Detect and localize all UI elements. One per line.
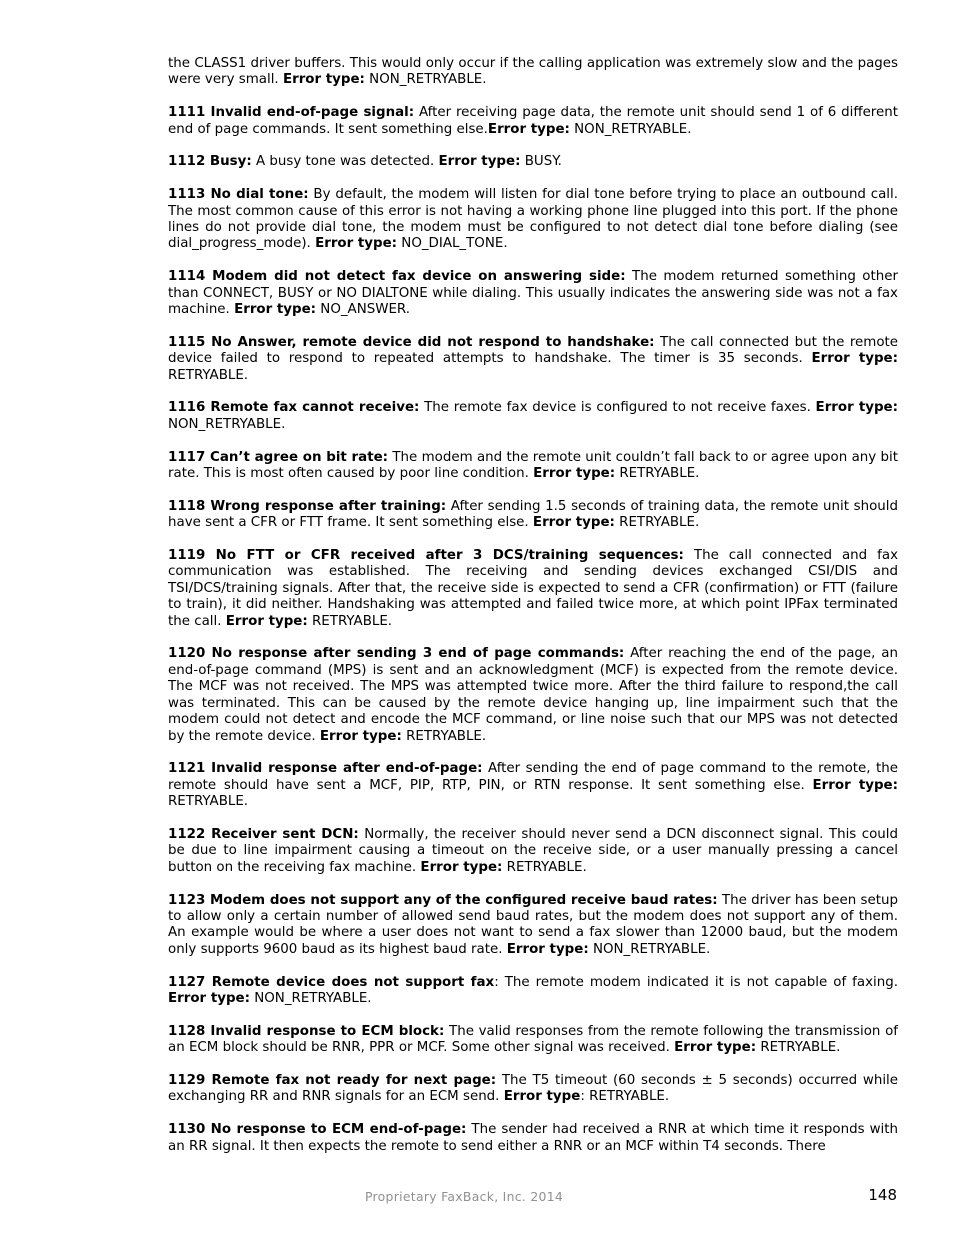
error-code-title: 1118 Wrong response after training: — [168, 498, 447, 514]
error-type-label: Error type: — [674, 1040, 757, 1056]
error-code-paragraph — [168, 1024, 898, 1057]
error-description: The sender had received a RNR at which time it responds with an RR signal. It then expects the remote to send either a RNR or an MCF within T4 seconds. There — [168, 1122, 898, 1154]
error-type-value: BUSY. — [520, 154, 562, 170]
error-code-title: 1121 Invalid response after end-of-page: — [168, 761, 483, 777]
error-description: The remote fax device is configured to not receive faxes. — [419, 400, 816, 416]
error-type-value: RETRYABLE. — [168, 367, 249, 383]
error-code-paragraph — [168, 56, 898, 89]
error-type-label: Error type: — [282, 72, 365, 88]
error-description: Normally, the receiver should never send a DCN disconnect signal. This could be due to line impairment causing a timeout on the receive side, or a user manually pressing a cancel button on the receiving fax machine. — [168, 826, 898, 875]
error-type-label: Error type: — [225, 613, 308, 629]
error-code-title: 1129 Remote fax not ready for next page: — [168, 1072, 497, 1088]
error-type-label: Error type: — [812, 777, 898, 793]
error-description: The driver has been setup to allow only a certain number of allowed send baud rates, but the modem does not support any of them. An example would be where a user does not want to send a fax slower than 12000 baud, but the modem only supports 9600 baud as its highest baud rate. — [168, 892, 898, 957]
error-description: By default, the modem will listen for dial tone before trying to place an outbound call. The most common cause of this error is not having a working phone line plugged into this port. If the phone lines do not provide dial tone, the modem must be configured to not detect dial tone before dialing (see dial_progress_mode). — [168, 187, 898, 252]
error-description: the CLASS1 driver buffers. This would only occur if the calling application was extremely slow and the pages were very small. — [168, 56, 898, 88]
footer-copyright: Proprietary FaxBack, Inc. 2014 — [365, 1189, 564, 1204]
error-code-title: 1123 Modem does not support any of the configured receive baud rates: — [168, 892, 718, 908]
error-code-title: 1115 No Answer, remote device did not respond to handshake: — [168, 334, 655, 350]
error-type-value: NON_RETRYABLE. — [364, 72, 487, 88]
error-code-title: 1120 No response after sending 3 end of page commands: — [168, 646, 625, 662]
error-type-value: NON_RETRYABLE. — [168, 416, 286, 432]
error-code-paragraph — [168, 646, 898, 744]
error-code-paragraph — [168, 450, 898, 483]
error-type-value: NO_DIAL_TONE. — [397, 236, 508, 252]
error-code-paragraph — [168, 761, 898, 810]
error-code-title: 1114 Modem did not detect fax device on answering side: — [168, 269, 626, 285]
error-code-title: 1128 Invalid response to ECM block: — [168, 1023, 445, 1039]
error-code-paragraph — [168, 1073, 898, 1106]
error-code-title: 1122 Receiver sent DCN: — [168, 826, 359, 842]
error-code-paragraph — [168, 400, 898, 433]
error-description: The call connected but the remote device failed to respond to repeated attempts to handshake. The timer is 35 seconds. — [168, 334, 898, 367]
error-description: The call connected and fax communication was established. The receiving and sending devices exchanged CSI/DIS and TSI/DCS/training signals. After that, the receive side is expected to send a CFR (confirmation) or FTT (failure to train), it did neither. Handshaking was attempted and failed twice more, at which point IPFax terminated the call. — [168, 548, 898, 629]
error-description: After sending 1.5 seconds of training data, the remote unit should have sent a CFR or FTT frame. It sent something else. — [168, 498, 898, 531]
error-code-paragraph — [168, 548, 898, 630]
error-type-value: RETRYABLE. — [614, 515, 700, 531]
error-type-value: RETRYABLE. — [615, 466, 700, 482]
error-type-value: NON_RETRYABLE. — [249, 990, 372, 1006]
error-type-value: RETRYABLE. — [168, 794, 249, 810]
error-type-value: NO_ANSWER. — [316, 302, 411, 318]
error-code-paragraph — [168, 154, 898, 170]
error-code-paragraph — [168, 893, 898, 959]
error-type-value: RETRYABLE. — [756, 1040, 841, 1056]
error-code-title: 1127 Remote device does not support fax — [168, 974, 495, 990]
error-type-value: : RETRYABLE. — [580, 1089, 670, 1105]
error-code-title: 1112 Busy: — [168, 154, 252, 170]
document-body — [168, 56, 898, 1171]
error-description: The modem returned something other than CONNECT, BUSY or NO DIALTONE while dialing. This usually indicates the answering side was not a fax machine. — [168, 269, 898, 318]
error-type-value: RETRYABLE. — [502, 859, 587, 875]
error-code-paragraph — [168, 187, 898, 253]
error-description: A busy tone was detected. — [251, 154, 439, 170]
error-code-title: 1117 Can’t agree on bit rate: — [168, 449, 389, 465]
error-code-paragraph — [168, 1122, 898, 1155]
error-code-title: 1113 No dial tone: — [168, 187, 309, 203]
error-type-label: Error type: — [438, 154, 521, 170]
error-code-paragraph — [168, 105, 898, 138]
error-type-label: Error type: — [420, 859, 503, 875]
error-type-label: Error type: — [811, 351, 898, 367]
error-code-paragraph — [168, 269, 898, 318]
error-type-label: Error type — [503, 1089, 581, 1105]
error-type-label: Error type: — [234, 302, 317, 318]
error-code-title: 1130 No response to ECM end-of-page: — [168, 1122, 467, 1138]
error-code-paragraph — [168, 827, 898, 876]
error-code-title: 1111 Invalid end-of-page signal: — [168, 105, 415, 121]
error-code-paragraph — [168, 499, 898, 532]
error-code-title: 1116 Remote fax cannot receive: — [168, 400, 420, 416]
error-code-title: 1119 No FTT or CFR received after 3 DCS/training sequences: — [168, 548, 684, 564]
error-type-value: NON_RETRYABLE. — [569, 121, 692, 137]
error-code-paragraph — [168, 335, 898, 384]
error-description: The T5 timeout (60 seconds ± 5 seconds) occurred while exchanging RR and RNR signals for an ECM send. — [168, 1072, 898, 1105]
error-type-label: Error type: — [315, 236, 398, 252]
error-description: After sending the end of page command to the remote, the remote should have sent a MCF, PIP, RTP, PIN, or RTN response. It sent something else. — [168, 761, 898, 793]
error-description: After reaching the end of the page, an end-of-page command (MPS) is sent and an acknowledgment (MCF) is expected from the remote device. The MCF was not received. The MPS was attempted twice more. After the third failure to respond,the call was terminated. This can be caused by the remote device hanging up, line impairment such that the modem could not detect and encode the MCF command, or line noise such that our MPS was not detected by the remote device. — [168, 646, 898, 744]
error-type-label: Error type: — [815, 400, 898, 416]
error-type-label: Error type: — [533, 466, 616, 482]
error-description: The modem and the remote unit couldn’t fall back to or agree upon any bit rate. This is most often caused by poor line condition. — [168, 449, 898, 482]
error-type-label: Error type: — [319, 728, 402, 744]
page-number: 148 — [868, 1186, 897, 1204]
error-code-paragraph — [168, 975, 898, 1008]
error-description: The valid responses from the remote following the transmission of an ECM block should be RNR, PPR or MCF. Some other signal was received. — [168, 1023, 898, 1056]
error-type-value: RETRYABLE. — [401, 728, 487, 744]
error-type-label: Error type: — [487, 121, 570, 137]
error-description: : The remote modem indicated it is not capable of faxing. — [494, 974, 898, 990]
error-type-label: Error type: — [506, 941, 589, 957]
error-type-value: NON_RETRYABLE. — [588, 941, 711, 957]
error-type-label: Error type: — [532, 515, 615, 531]
error-type-label: Error type: — [168, 990, 250, 1006]
error-description: After receiving page data, the remote unit should send 1 of 6 different end of page commands. It sent something else. — [168, 105, 898, 137]
error-type-value: RETRYABLE. — [307, 613, 393, 629]
